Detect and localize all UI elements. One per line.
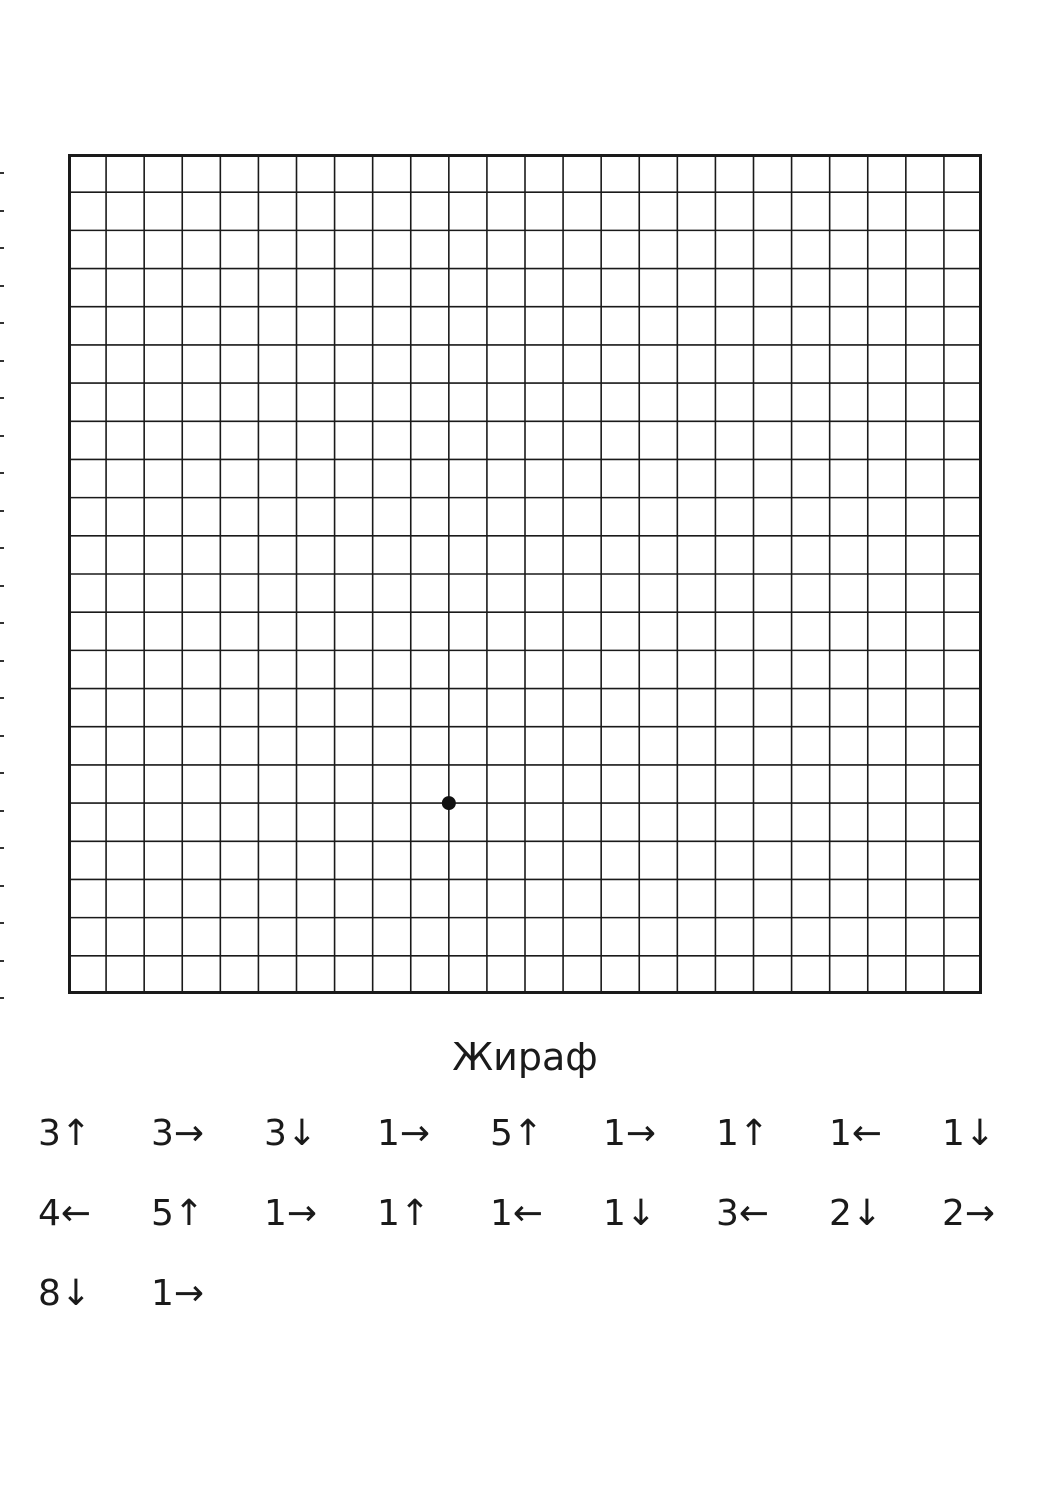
- step-instruction: 1↓: [603, 1193, 657, 1234]
- step-instruction: 1→: [151, 1273, 205, 1314]
- step-instruction: 1→: [377, 1113, 431, 1154]
- margin-tick: [0, 622, 4, 624]
- drawing-grid: [68, 154, 982, 994]
- step-instruction: 8↓: [38, 1273, 92, 1314]
- margin-tick: [0, 322, 4, 324]
- margin-tick: [0, 172, 4, 174]
- margin-tick: [0, 547, 4, 549]
- step-instruction: 3→: [151, 1113, 205, 1154]
- margin-tick: [0, 247, 4, 249]
- margin-tick: [0, 585, 4, 587]
- step-instruction: 3←: [716, 1193, 770, 1234]
- step-instruction: 3↓: [264, 1113, 318, 1154]
- margin-tick: [0, 397, 4, 399]
- margin-tick: [0, 210, 4, 212]
- step-instruction: 1↑: [716, 1113, 770, 1154]
- margin-tick: [0, 660, 4, 662]
- step-instruction: 5↑: [151, 1193, 205, 1234]
- grid-canvas: [68, 154, 982, 994]
- margin-tick: [0, 472, 4, 474]
- margin-tick: [0, 435, 4, 437]
- margin-tick: [0, 847, 4, 849]
- margin-tick: [0, 285, 4, 287]
- margin-tick: [0, 997, 4, 999]
- step-instruction: 3↑: [38, 1113, 92, 1154]
- step-instruction: 4←: [38, 1193, 92, 1234]
- step-instruction: 1→: [264, 1193, 318, 1234]
- worksheet-title: Жираф: [452, 1035, 598, 1079]
- step-instruction: 1→: [603, 1113, 657, 1154]
- margin-tick: [0, 360, 4, 362]
- step-instruction: 2↓: [829, 1193, 883, 1234]
- step-instruction: 5↑: [490, 1113, 544, 1154]
- margin-tick: [0, 510, 4, 512]
- start-point-dot: [442, 796, 456, 810]
- margin-tick: [0, 885, 4, 887]
- margin-tick: [0, 810, 4, 812]
- step-instruction: 1←: [490, 1193, 544, 1234]
- step-instruction: 1←: [829, 1113, 883, 1154]
- binding-margin-marks: [0, 150, 6, 990]
- step-instruction: 2→: [942, 1193, 996, 1234]
- margin-tick: [0, 960, 4, 962]
- margin-tick: [0, 735, 4, 737]
- step-instruction: 1↓: [942, 1113, 996, 1154]
- step-instruction: 1↑: [377, 1193, 431, 1234]
- margin-tick: [0, 772, 4, 774]
- margin-tick: [0, 697, 4, 699]
- margin-tick: [0, 922, 4, 924]
